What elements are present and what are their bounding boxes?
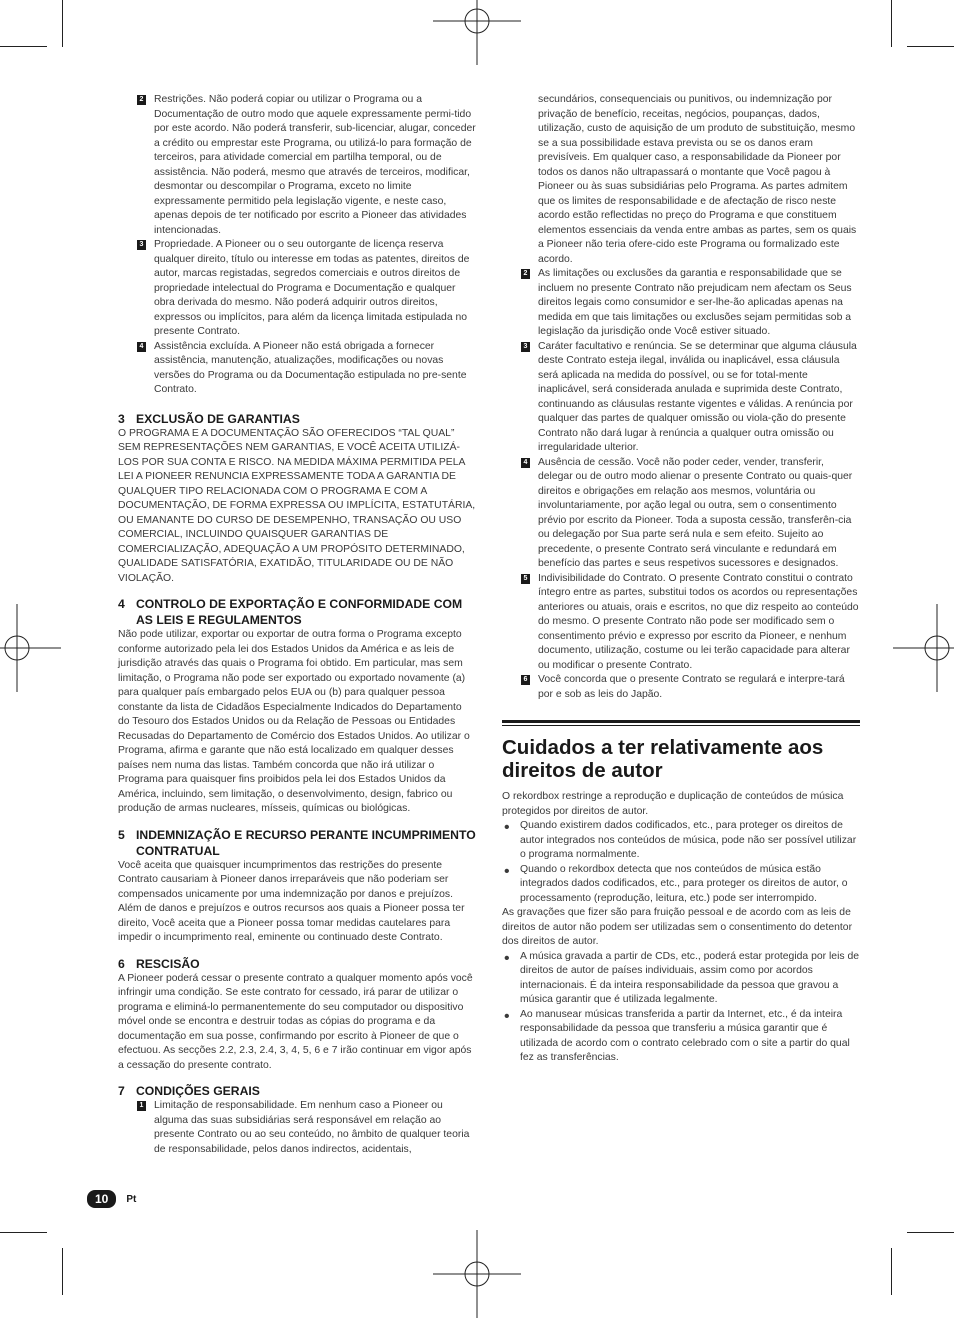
paragraph: As gravações que fizer são para fruição pessoal e de acordo com as leis de direitos de autor não podem ser utilizadas sem o consentimento do detentor dos direitos de autor. [502, 907, 853, 947]
item-number: 2 [137, 95, 146, 105]
bullet-item [502, 819, 860, 863]
item-number: 1 [137, 1101, 146, 1111]
section-text: O PROGRAMA E A DOCUMENTAÇÃO SÃO OFERECIDOS “TAL QUAL” SEM REPRESENTAÇÕES NEM GARANTIAS, E VOCÊ ACEITA UTILIZÁ-LOS POR SUA CONTA E RISCO. NA MEDIDA MÁXIMA PERMITIDA PELA LEI A PIONEER RENUNCIA EXPRESSAMENTE TODA A GARANTIA DE QUALQUER TIPO RELACIONADA COM O PROGRAMA E COM A DOCUMENTAÇÃO, DE FORMA EXPRESSA OU IMPLÍCITA, ESTATUTÁRIA, OU EMANANTE DO CURSO DE DESEMPENHO, TRANSAÇÃO OU USO COMERCIAL, INCLUINDO QUAISQUER GARANTIAS DE COMERCIALIZAÇÃO, ADEQUAÇÃO A UM PROPÓSITO DETERMINADO, QUALIDADE SATISFATÓRIA, EXATIDÃO, TITULARIDADE OU DE NÃO VIOLAÇÃO. [118, 427, 476, 584]
section-heading: 7 CONDIÇÕES GERAIS [118, 1084, 260, 1098]
section-text: A Pioneer poderá cessar o presente contrato a qualquer momento após você infringir uma condição. Se este contrato for cessado, irá parar de utilizar o programa e eliminá-lo permanentemente do seu computador ou dispositivo móvel onde se encontra e destruir todas as cópias do programa e da documentação em sua posse, confirmando por escrito à Pioneer de que o efectuou. As secções 2.2, 2.3, 2.4, 3, 4, 5, 6 e 7 irão continuar em vigor após a cessação do presente contrato. [118, 972, 473, 1071]
section-text: Não pode utilizar, exportar ou exportar de outra forma o Programa excepto conforme autorizado pela lei dos Estados Unidos da América e as leis de jurisdição através das quais o Programa foi obtido. Em particular, mas sem limitação, o Programa não pode ser exportado ou exportado novamente (a) para qualquer país embargado pelos EUA ou (b) para qualquer pessoa constante da lista de Cidadãos Especialmente Indicados do Departamento do Tesouro dos Estados Unidos ou da Relação de Pessoas ou Entidades Recusadas do Departamento de Comércio dos Estados Unidos. Ao utilizar o Programa, afirma e garante que não está localizado em qualquer desses países nem numa das listas. Também concorda que não irá utilizar o Programa para quaisquer fins proibidos pela lei dos Estados Unidos da América, incluindo, sem limitação, o desenvolvimento, design, fabrico ou produção de armas nucleares, mísseis, químicas ou biológicas. [118, 629, 470, 814]
bullet-item [502, 863, 860, 907]
section-heading: 3 EXCLUSÃO DE GARANTIAS [118, 411, 300, 426]
item-number: 6 [521, 675, 530, 685]
language-code: Pt [126, 1193, 137, 1205]
list-item [502, 456, 860, 572]
item-text: Assistência excluída. A Pioneer não está obrigada a fornecer assistência, manutenção, atualizações, modificações ou novas versões do Programa ou da Documentação estipulada no pre-sente Contrato. [154, 340, 467, 395]
section-heading: 4 CONTROLO DE EXPORTAÇÃO E CONFORMIDADE COM AS LEIS E REGULAMENTOS [118, 597, 463, 627]
paragraph: O rekordbox restringe a reprodução e duplicação de conteúdos de música protegidos por direitos de autor. [502, 791, 844, 817]
registration-mark-top [433, 0, 521, 65]
bullet-item [502, 950, 860, 1008]
crop-mark [907, 1232, 954, 1233]
page-footer [87, 1190, 136, 1208]
item-number: 3 [137, 240, 146, 250]
bullet-icon: • [504, 819, 510, 836]
left-column [118, 93, 476, 1157]
right-column [502, 93, 860, 1066]
list-item [118, 340, 476, 398]
item-number: 4 [521, 458, 530, 468]
item-number: 5 [521, 574, 530, 584]
list-item [502, 673, 860, 702]
section-heading: 6 RESCISÃO [118, 956, 200, 971]
crop-mark [62, 1248, 63, 1295]
section-title: Cuidados a ter relativamente aos direitos de autor [502, 736, 824, 782]
crop-mark [891, 0, 892, 47]
list-item [502, 267, 860, 340]
section-3 [118, 411, 476, 587]
item-text: Restrições. Não poderá copiar ou utilizar o Programa ou a Documentação de outro modo que aquele expressamente permi-tido por este acordo. Não poderá transferir, sub-licenciar, alugar, conceder a crédito ou emprestar este Programa, ou utilizá-lo para formação de terceiros, para atividade comercial em partilha temporal, ou de assistência. Não poderá, mesmo que através de terceiros, modificar, desmontar ou descompilar o Programa, exceto no limite expressamente permitido pela legislação vigente, e neste caso, apenas depois de ter notificado por escrito a Pioneer das atividades intencionadas. [154, 94, 476, 236]
item-text: Indivisibilidade do Contrato. O presente Contrato constitui o contrato íntegro entre as partes, substitui todos os acordos ou representações anteriores ou atuais, orais e escritos, no que diz respeito ao conteúdo do mesmo. O presente Contrato não pode ser modificado sem o consentimento prévio e expresso por escrito da Pioneer, e nenhum documento, utilização, costume ou lei terão capacidade para alterar ou modificar o presente Contrato. [538, 572, 859, 671]
crop-mark [891, 1248, 892, 1295]
list-item [118, 1099, 476, 1157]
section-text: Você aceita que quaisquer incumprimentos das restrições do presente Contrato causariam à Pioneer danos irreparáveis que não poderiam ser compensados unicamente por uma indemnização por danos e prejuízos. Além de danos e prejuízos e outros recursos aos quais a Pioneer possa ter direito, Você aceita que a Pioneer possa tomar medidas cautelares para impedir o incumprimento real, eminente ou continuado deste Contrato. [118, 859, 465, 943]
section-4 [118, 596, 476, 817]
section-7 [118, 1083, 476, 1157]
item-number: 3 [521, 342, 530, 352]
bullet-icon: • [504, 949, 510, 967]
crop-mark [0, 1232, 47, 1233]
crop-mark [62, 0, 63, 47]
bullet-text: A música gravada a partir de CDs, etc., poderá estar protegida por leis de direitos de autor de países individuais, assim como por acordos internacionais. É da inteira responsabilidade da pessoa que gravou a música garantir que é utilizada legalmente. [520, 950, 860, 1005]
bullet-text: Quando o rekordbox detecta que nos conteúdos de música estão integrados dados codificados, etc., para proteger os direitos de autor, o processamento (reprodução, leitura, etc.) pode ser interrompido. [520, 863, 848, 904]
item-text: Ausência de cessão. Você não poder ceder, vender, transferir, delegar ou de outro modo alienar o presente Contrato ou quais-quer direitos e obrigações em relação aos mesmos, voluntária ou involuntariamente, por ação legal ou outra, sem o consentimento prévio por escrito da Pioneer. Toda a suposta cessão, transferên-cia ou delegação por Sua parte será nula e sem efeito. Sujeito ao precedente, o presente Contrato será vinculante e redundará em benefício das partes e seus respetivos sucessores e designados. [538, 456, 853, 569]
list-item [118, 93, 476, 238]
list-item [118, 238, 476, 340]
item-number: 4 [137, 342, 146, 352]
bullet-text: Quando existirem dados codificados, etc., para proteger os direitos de autor integrados nos conteúdos de música, pode não ser possível utilizar o programa normalmente. [520, 820, 857, 860]
title-rule-thin [502, 725, 860, 726]
bullet-icon: • [504, 862, 510, 880]
registration-mark-left [0, 604, 61, 692]
section-6 [118, 956, 476, 1074]
registration-mark-bottom [433, 1230, 521, 1318]
item-text: Caráter facultativo e renúncia. Se se determinar que alguma cláusula deste Contrato esteja ilegal, inválida ou inaplicável, essa cláusula será aplicada na medida do possível, ou se for total-mente inaplicável, será considerada anulada e suprimida deste Contrato, continuando as cláusulas restante vigentes e válidas. A renúncia por qualquer das partes de qualquer omissão ou viola-ção do presente Contrato não dará lugar à renúncia a qualquer outra omissão ou irregularidade ulterior. [538, 340, 857, 453]
section-5 [118, 827, 476, 946]
continued-text: secundários, consequenciais ou punitivos, ou indemnização por privação de benefício, receitas, negócios, poupanças, dados, utilização, custo de aquisição de um produto de substituição, mesmo se a sua possibilidade estava prevista ou se os danos eram previsíveis. Em qualquer caso, a responsabilidade da Pioneer por todos os danos não ultrapassará o montante que Você pagou à Pioneer ou às suas subsidiárias pelo Programa. As partes admitem que os limites de responsabilidade e de afectação de risco neste acordo estão reflectidas no preço do Programa e que constituem elementos essenciais da venda entre ambas as partes, sem os quais a Pioneer não teria ofere-cido este Programa ou formalizado este acordo. [538, 94, 857, 265]
crop-mark [0, 46, 47, 47]
item-text: Propriedade. A Pioneer ou o seu outorgante de licença reserva qualquer direito, título ou interesse em todas as patentes, direitos de autor, marcas registadas, segredos comerciais e outros direitos de propriedade intelectual do Programa e Documentação e qualquer obra derivada do mesmo. Não poderá adquirir outros direitos, expressos ou implícitos, para além da licença limitada estipulada no presente Contrato. [154, 239, 470, 337]
list-item [502, 572, 860, 674]
title-rule-thick [502, 720, 860, 723]
bullet-text: Ao manusear músicas transferida a partir da Internet, etc., é da inteira responsabilidade da pessoa que transferiu a música garantir que é utilizada de acordo com o contrato celebrado com o site a partir do qual fez as transferências. [520, 1008, 850, 1063]
item-text: Você concorda que o presente Contrato se regulará e interpre-tará por e sob as leis do Japão. [538, 674, 845, 700]
item-text: As limitações ou exclusões da garantia e responsabilidade que se incluem no presente Contrato não prejudicam nem afectam os Seus direitos legais como consumidor e ser-lhe-ão aplicadas apenas na medida em que tais limitações ou exclusões sejam permitidas sob a legislação da jurisdição onde Você estiver situado. [538, 268, 852, 337]
registration-mark-right [893, 604, 954, 692]
bullet-item [502, 1008, 860, 1066]
item-number: 2 [521, 269, 530, 279]
list-item [502, 340, 860, 456]
section-heading: 5 INDEMNIZAÇÃO E RECURSO PERANTE INCUMPRIMENTO CONTRATUAL [118, 827, 476, 858]
item-text: Limitação de responsabilidade. Em nenhum caso a Pioneer ou alguma das suas subsidiárias será responsável em relação ao presente Contrato ou ao seu conteúdo, no âmbito de qualquer teoria de responsabilidade, pelos danos indirectos, acidentais, [154, 1100, 470, 1155]
page-number: 10 [87, 1190, 116, 1208]
crop-mark [907, 46, 954, 47]
bullet-icon: • [504, 1007, 510, 1025]
